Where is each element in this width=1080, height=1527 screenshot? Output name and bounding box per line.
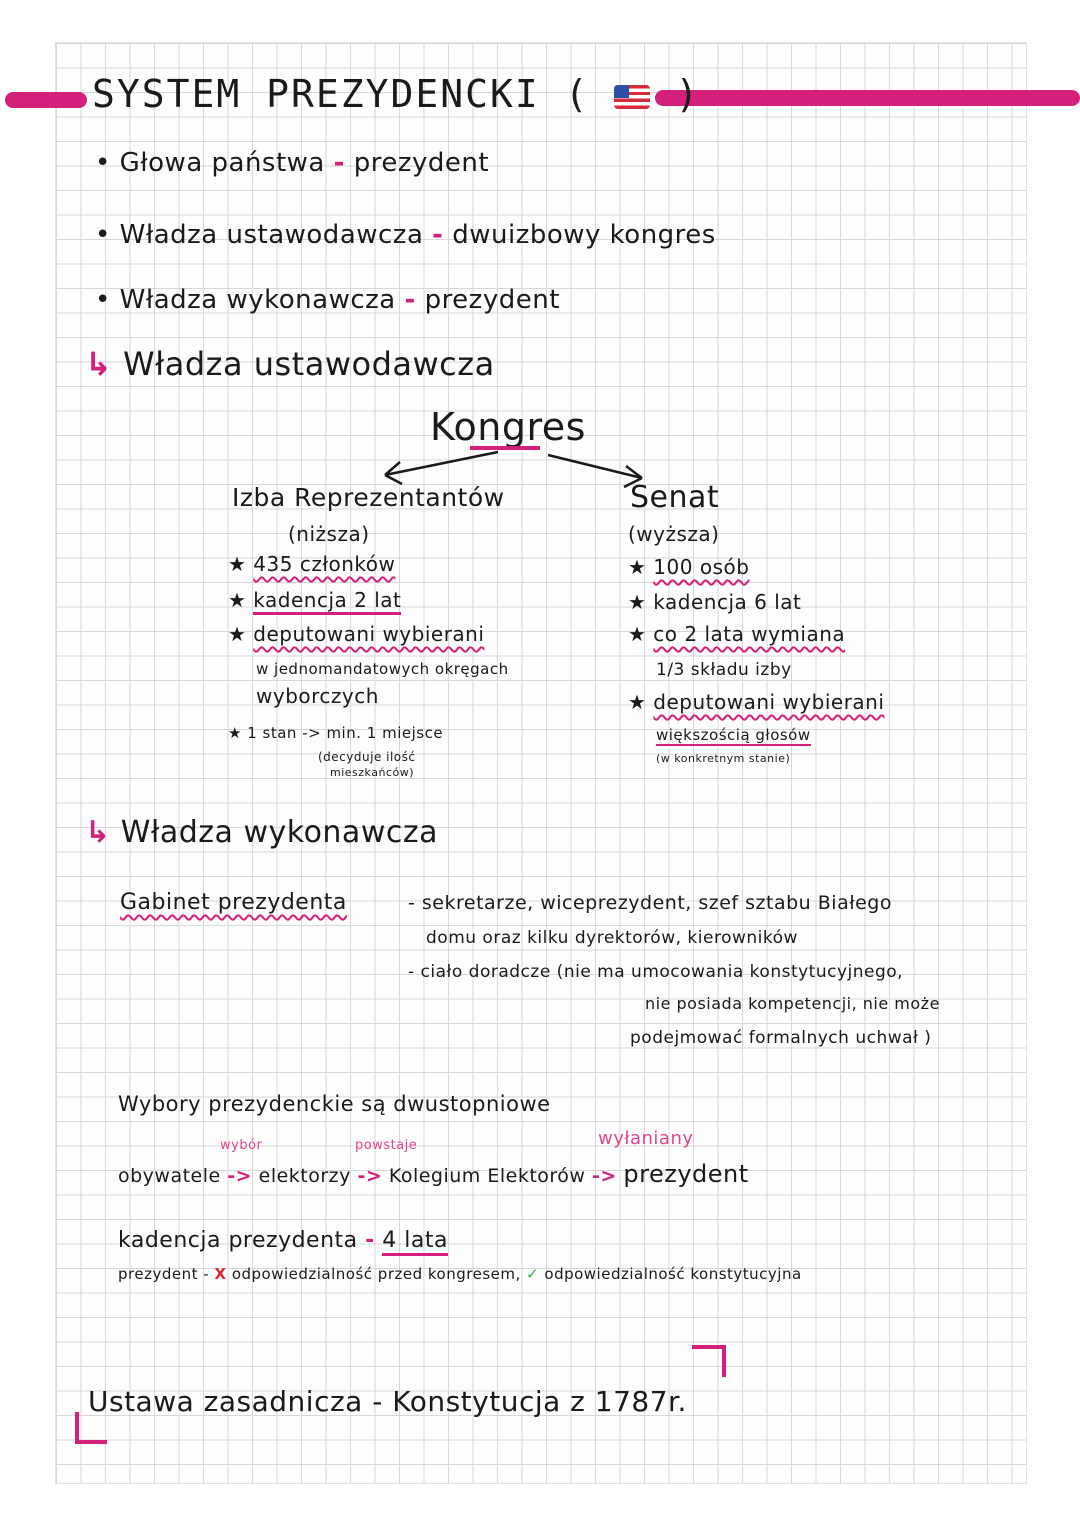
elections-flow: obywatele -> elektorzy -> Kolegium Elektorów -> prezydent: [118, 1160, 749, 1188]
house-item-6: ★ 1 stan -> min. 1 miejsce: [228, 724, 444, 742]
house-item-1: ★ 435 członków: [228, 552, 396, 576]
corner-mark-top-right: [692, 1345, 726, 1377]
cabinet-label: Gabinet prezydenta: [120, 890, 347, 915]
executive-heading: ↳ Władza wykonawcza: [85, 815, 438, 850]
responsibility-line: prezydent - X odpowiedzialność przed kongresem, ✓ odpowiedzialność konstytucyjna: [118, 1265, 802, 1283]
house-item-4: w jednomandatowych okręgach: [256, 660, 509, 678]
above-label-3: wyłaniany: [598, 1128, 694, 1149]
arrow-corner-icon: ↳: [85, 345, 113, 383]
house-note-2: mieszkańców): [330, 766, 414, 779]
corner-mark-bottom-left: [75, 1412, 107, 1444]
senate-item-5: ★ deputowani wybierani: [628, 690, 885, 714]
term-line: kadencja prezydenta - 4 lata: [118, 1228, 448, 1253]
senate-item-2: ★ kadencja 6 lat: [628, 590, 802, 614]
above-label-2: powstaje: [355, 1138, 418, 1153]
cabinet-line-5: podejmować formalnych uchwał ): [630, 1028, 932, 1048]
bullet-head-of-state: • Głowa państwa - prezydent: [95, 148, 490, 178]
house-note-1: (decyduje ilość: [318, 750, 416, 764]
house-sub: (niższa): [288, 522, 370, 546]
above-label-1: wybór: [220, 1138, 263, 1153]
check-mark-icon: ✓: [526, 1265, 540, 1283]
cabinet-line-3: - ciało doradcze (nie ma umocowania konstytucyjnego,: [408, 962, 904, 982]
title-text: SYSTEM PREZYDENCKI: [92, 72, 540, 116]
senate-sub: (wyższa): [628, 522, 720, 546]
elections-line: Wybory prezydenckie są dwustopniowe: [118, 1092, 551, 1116]
arrow-corner-icon: ↳: [85, 815, 111, 850]
senate-name: Senat: [630, 480, 720, 515]
page-title: SYSTEM PREZYDENCKI ( ): [92, 72, 701, 116]
cabinet-line-4: nie posiada kompetencji, nie może: [645, 994, 940, 1013]
legislative-heading: ↳ Władza ustawodawcza: [85, 345, 495, 383]
senate-item-3: ★ co 2 lata wymiana: [628, 622, 846, 646]
footer-text: Ustawa zasadnicza - Konstytucja z 1787r.: [88, 1385, 687, 1418]
house-item-2: ★ kadencja 2 lat: [228, 588, 401, 612]
title-bar-right: [655, 90, 1080, 106]
title-bar-left: [5, 92, 87, 108]
senate-item-4: 1/3 składu izby: [656, 660, 792, 680]
house-item-5: wyborczych: [256, 684, 379, 708]
senate-note: (w konkretnym stanie): [656, 752, 791, 765]
kongres-label: Kongres: [430, 405, 586, 449]
bullet-legislative: • Władza ustawodawcza - dwuizbowy kongres: [95, 220, 716, 250]
senate-item-6: większością głosów: [656, 726, 811, 744]
senate-item-1: ★ 100 osób: [628, 555, 750, 579]
bullet-executive: • Władza wykonawcza - prezydent: [95, 285, 560, 315]
cabinet-line-1: - sekretarze, wiceprezydent, szef sztabu Białego: [408, 892, 892, 914]
x-mark-icon: X: [214, 1265, 227, 1283]
house-name: Izba Reprezentantów: [232, 483, 505, 512]
house-item-3: ★ deputowani wybierani: [228, 622, 485, 646]
us-flag-icon: [614, 85, 650, 109]
cabinet-line-2: domu oraz kilku dyrektorów, kierowników: [426, 928, 798, 948]
